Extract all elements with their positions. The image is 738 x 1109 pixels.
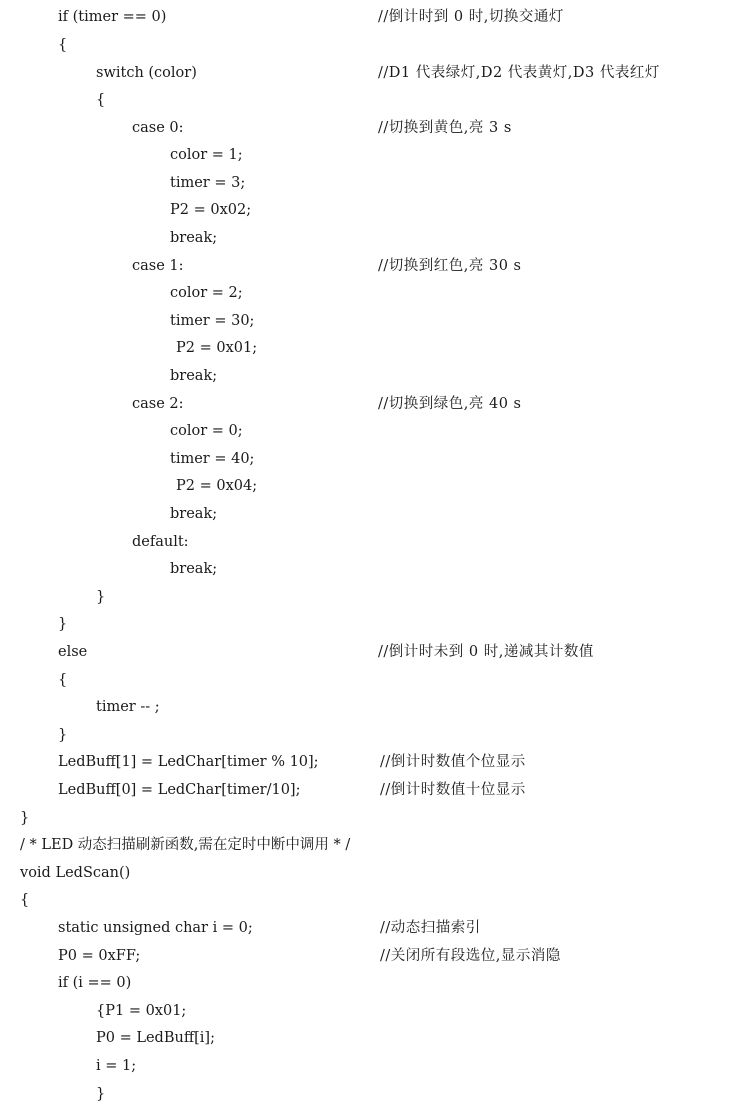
code-line bbox=[0, 723, 738, 747]
code-line bbox=[0, 778, 738, 802]
code-comment: //倒计时数值个位显示 bbox=[380, 754, 526, 770]
code-text: P2 = 0x01; bbox=[176, 340, 258, 356]
code-line bbox=[0, 612, 738, 636]
code-line bbox=[0, 309, 738, 333]
code-text: P0 = LedBuff[i]; bbox=[96, 1030, 215, 1046]
code-text: {P1 = 0x01; bbox=[96, 1003, 187, 1019]
code-text: color = 0; bbox=[170, 423, 243, 439]
code-line bbox=[0, 474, 738, 498]
code-line bbox=[0, 143, 738, 167]
code-line bbox=[0, 888, 738, 912]
code-line bbox=[0, 116, 738, 140]
code-text: color = 1; bbox=[170, 147, 243, 163]
code-text: i = 1; bbox=[96, 1058, 137, 1074]
code-line bbox=[0, 944, 738, 968]
code-line bbox=[0, 999, 738, 1023]
code-comment: //切换到绿色,亮 40 s bbox=[378, 396, 522, 412]
code-line bbox=[0, 447, 738, 471]
code-text: { bbox=[20, 892, 30, 908]
code-text: default: bbox=[132, 534, 189, 550]
code-line bbox=[0, 916, 738, 940]
code-line bbox=[0, 171, 738, 195]
code-line bbox=[0, 419, 738, 443]
code-line bbox=[0, 502, 738, 526]
code-line bbox=[0, 750, 738, 774]
code-line bbox=[0, 336, 738, 360]
code-text: P0 = 0xFF; bbox=[58, 948, 141, 964]
code-line bbox=[0, 833, 738, 857]
code-text: case 0: bbox=[132, 120, 184, 136]
code-comment: //切换到红色,亮 30 s bbox=[378, 258, 522, 274]
code-comment: //切换到黄色,亮 3 s bbox=[378, 120, 512, 136]
code-text: } bbox=[58, 727, 68, 743]
code-text: / * LED 动态扫描刷新函数,需在定时中断中调用 * / bbox=[20, 837, 351, 853]
code-line bbox=[0, 198, 738, 222]
code-line bbox=[0, 530, 738, 554]
code-text: P2 = 0x02; bbox=[170, 202, 252, 218]
code-line bbox=[0, 695, 738, 719]
code-comment: //D1 代表绿灯,D2 代表黄灯,D3 代表红灯 bbox=[378, 65, 660, 81]
code-line bbox=[0, 61, 738, 85]
code-text: break; bbox=[170, 561, 218, 577]
code-text: } bbox=[96, 589, 106, 605]
code-line bbox=[0, 1082, 738, 1106]
code-text: LedBuff[1] = LedChar[timer % 10]; bbox=[58, 754, 319, 770]
code-text: case 1: bbox=[132, 258, 184, 274]
code-text: timer = 40; bbox=[170, 451, 255, 467]
code-comment: //倒计时未到 0 时,递减其计数值 bbox=[378, 644, 594, 660]
code-text: case 2: bbox=[132, 396, 184, 412]
code-text: timer = 30; bbox=[170, 313, 255, 329]
code-line bbox=[0, 585, 738, 609]
code-line bbox=[0, 88, 738, 112]
code-comment: //关闭所有段选位,显示消隐 bbox=[380, 948, 561, 964]
code-line bbox=[0, 640, 738, 664]
code-line bbox=[0, 281, 738, 305]
code-line bbox=[0, 226, 738, 250]
code-line bbox=[0, 806, 738, 830]
code-text: if (timer == 0) bbox=[58, 9, 167, 25]
code-line bbox=[0, 557, 738, 581]
code-text: } bbox=[96, 1086, 106, 1102]
code-text: switch (color) bbox=[96, 65, 197, 81]
code-text: void LedScan() bbox=[20, 865, 131, 881]
code-line bbox=[0, 1054, 738, 1078]
code-text: { bbox=[58, 672, 68, 688]
code-line bbox=[0, 861, 738, 885]
code-line bbox=[0, 668, 738, 692]
code-text: if (i == 0) bbox=[58, 975, 132, 991]
code-text: } bbox=[20, 810, 30, 826]
code-text: break; bbox=[170, 230, 218, 246]
code-text: P2 = 0x04; bbox=[176, 478, 258, 494]
code-text: break; bbox=[170, 506, 218, 522]
code-text: static unsigned char i = 0; bbox=[58, 920, 253, 936]
code-comment: //动态扫描索引 bbox=[380, 920, 481, 936]
code-text: { bbox=[58, 37, 68, 53]
code-line bbox=[0, 971, 738, 995]
code-line bbox=[0, 1026, 738, 1050]
code-line bbox=[0, 254, 738, 278]
code-text: } bbox=[58, 616, 68, 632]
code-comment: //倒计时到 0 时,切换交通灯 bbox=[378, 9, 564, 25]
code-text: timer -- ; bbox=[96, 699, 160, 715]
code-comment: //倒计时数值十位显示 bbox=[380, 782, 526, 798]
code-text: timer = 3; bbox=[170, 175, 246, 191]
code-text: else bbox=[58, 644, 88, 660]
code-text: break; bbox=[170, 368, 218, 384]
code-line bbox=[0, 33, 738, 57]
code-line bbox=[0, 364, 738, 388]
code-line bbox=[0, 5, 738, 29]
code-text: color = 2; bbox=[170, 285, 243, 301]
code-text: LedBuff[0] = LedChar[timer/10]; bbox=[58, 782, 301, 798]
code-line bbox=[0, 392, 738, 416]
code-text: { bbox=[96, 92, 106, 108]
